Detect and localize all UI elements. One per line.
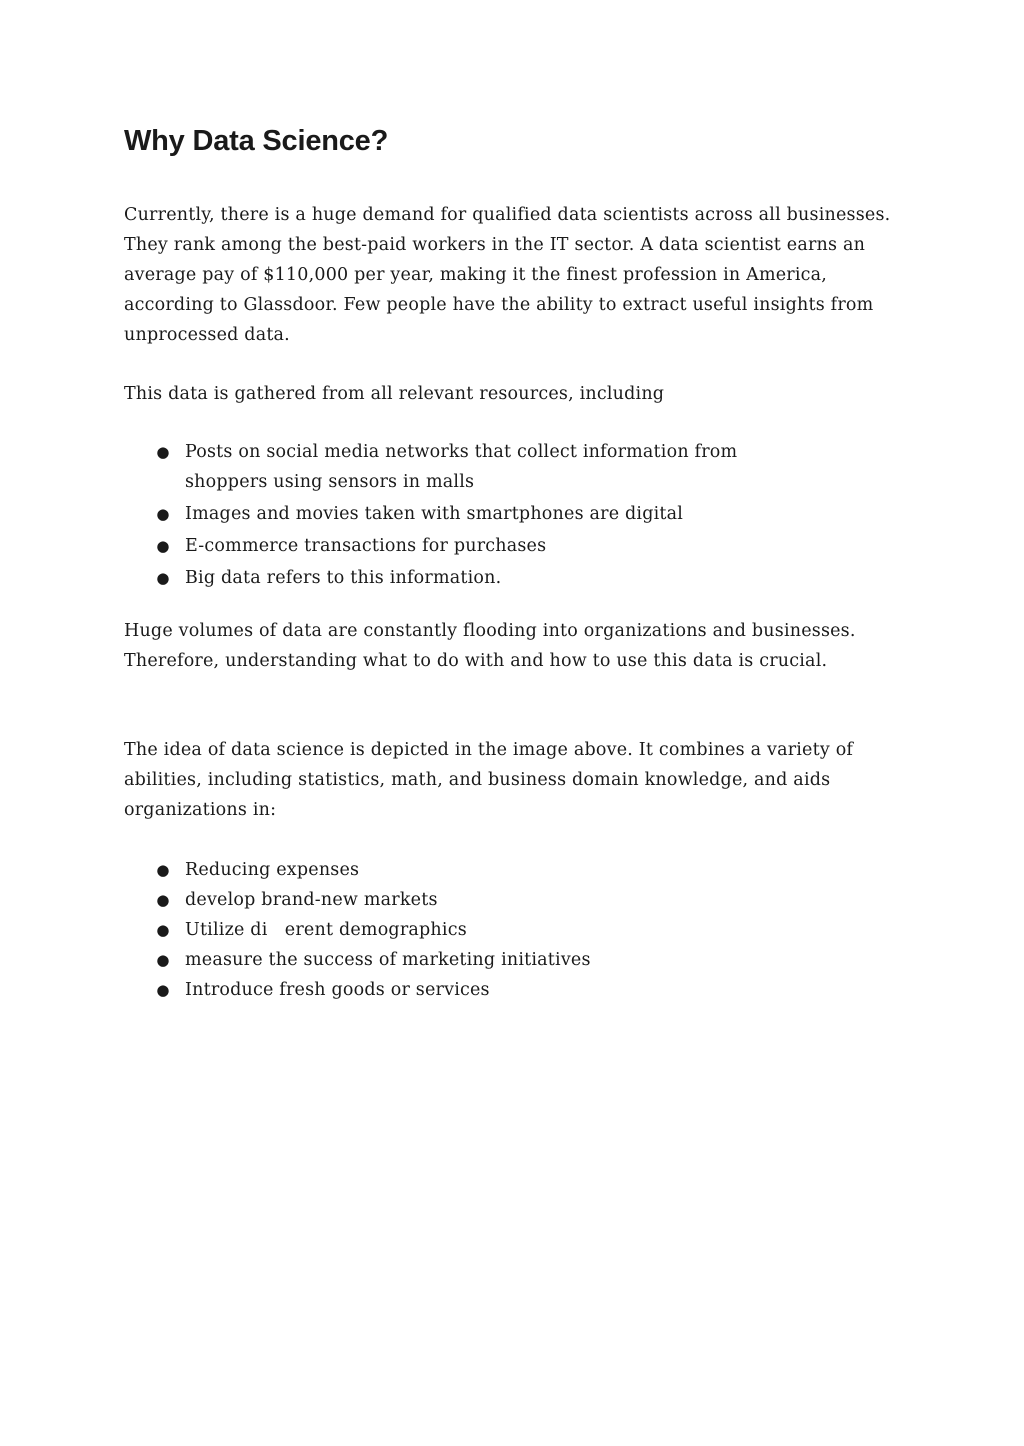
sources-list (124, 437, 904, 593)
list-item-text: Utilize di erent demographics (185, 920, 467, 940)
bullet-icon: ● (156, 951, 170, 969)
page-title: Why Data Science? (124, 125, 389, 157)
list-item (124, 945, 825, 975)
list-item (124, 885, 825, 915)
list-item (124, 563, 825, 593)
list-item-text: Posts on social media networks that collect information from shoppers using sensors in malls (185, 442, 738, 492)
list-item-text: Reducing expenses (185, 860, 360, 880)
bullet-icon: ● (156, 981, 170, 999)
bullet-icon: ● (156, 891, 170, 909)
list-item (124, 499, 825, 529)
list-item-text: Introduce fresh goods or services (185, 980, 490, 1000)
bullet-icon: ● (156, 921, 170, 939)
list-item-text: Big data refers to this information. (185, 568, 502, 588)
list-item-text: E-commerce transactions for purchases (185, 536, 547, 556)
benefits-list (124, 855, 904, 1005)
list-item-text: Images and movies taken with smartphones are digital (185, 504, 684, 524)
bullet-icon: ● (156, 505, 170, 523)
sources-intro-paragraph: This data is gathered from all relevant resources, including (124, 384, 665, 404)
list-item (124, 531, 825, 561)
list-item (124, 855, 825, 885)
list-item (124, 437, 825, 497)
list-item-text: measure the success of marketing initiatives (185, 950, 591, 970)
intro-paragraph: Currently, there is a huge demand for qualified data scientists across all businesses. They rank among the best-paid workers in the IT sector. A data scientist earns an average pay of $110,000 per year, making it the finest profession in America, according to Glassdoor. Few people have the ability to extract useful insights from unprocessed data. (124, 205, 891, 345)
list-item (124, 915, 825, 945)
bullet-icon: ● (156, 537, 170, 555)
data-science-idea-paragraph: The idea of data science is depicted in the image above. It combines a variety of abilities, including statistics, math, and business domain knowledge, and aids organizations in: (124, 740, 854, 820)
bullet-icon: ● (156, 861, 170, 879)
list-item (124, 975, 825, 1005)
bullet-icon: ● (156, 443, 170, 461)
list-item-text: develop brand-new markets (185, 890, 438, 910)
data-volume-paragraph: Huge volumes of data are constantly flooding into organizations and businesses. Therefore, understanding what to do with and how to use this data is crucial. (124, 621, 856, 671)
bullet-icon: ● (156, 569, 170, 587)
